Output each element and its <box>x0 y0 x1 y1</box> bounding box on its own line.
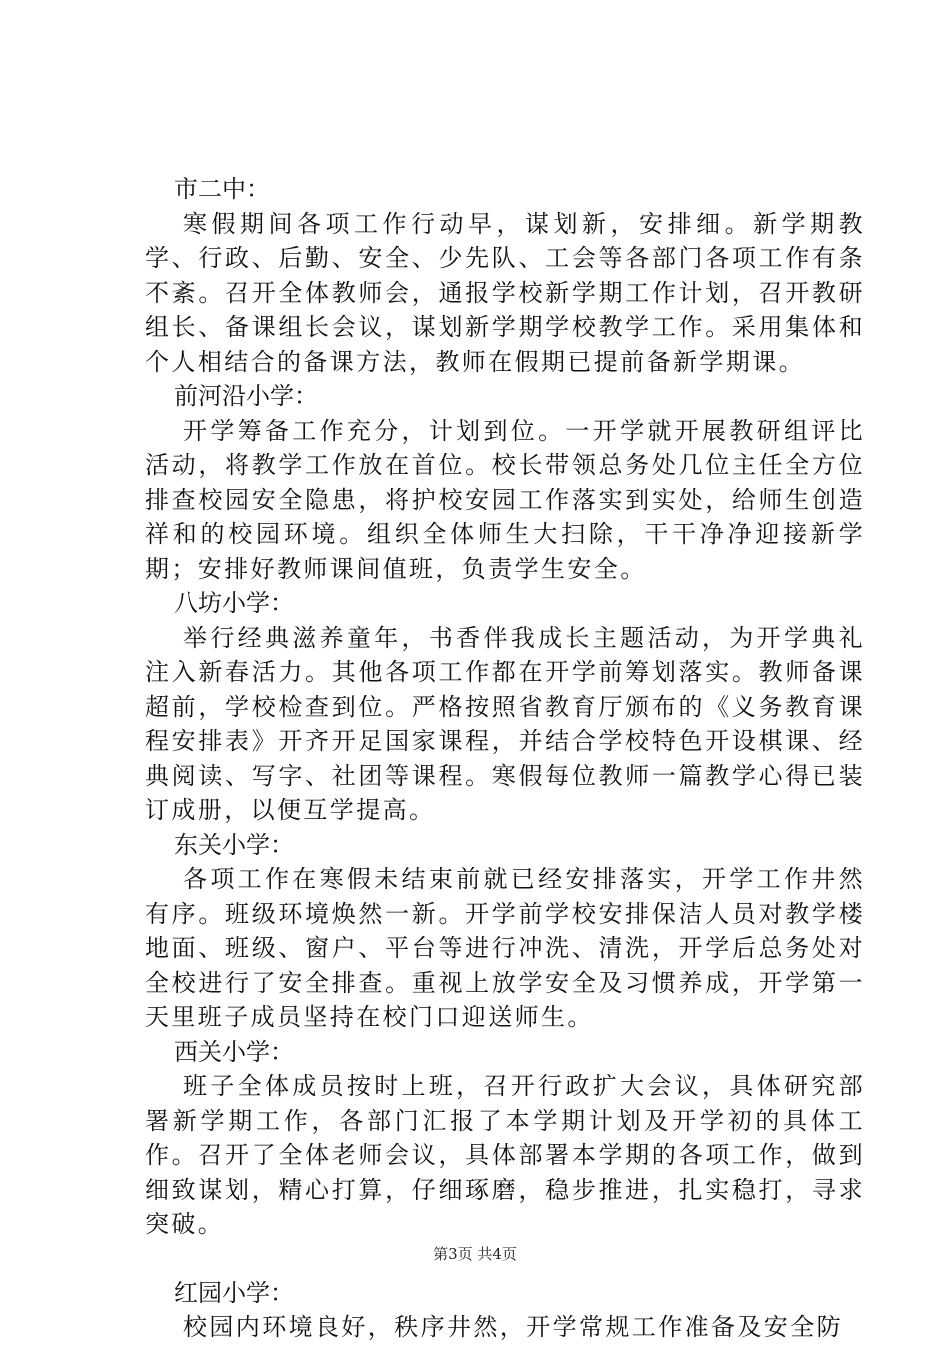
paragraph-hong-yuan: 校园内环境良好，秩序井然，开学常规工作准备及安全防 <box>183 1313 843 1341</box>
school-heading-dong-guan: 东关小学： <box>174 830 294 859</box>
paragraph-dong-guan: 各项工作在寒假未结束前就已经安排落实，开学工作井然有序。班级环境焕然一新。开学前学校安排保洁人员对教学楼地面、班级、窗户、平台等进行冲洗、清洗，开学后总务处对全校进行了安全排查。重视上放学安全及习惯养成，开学第一天里班子成员坚持在校门口迎送师生。 <box>145 865 865 1031</box>
paragraph-qian-he-yan: 开学筹备工作充分，计划到位。一开学就开展教研组评比活动，将教学工作放在首位。校长带领总务处几位主任全方位排查校园安全隐患，将护校安园工作落实到实处，给师生创造祥和的校园环境。组织全体师生大扫除，干干净净迎接新学期；安排好教师课间值班，负责学生安全。 <box>145 416 865 583</box>
school-heading-shi-er-zhong: 市二中： <box>174 175 270 203</box>
school-heading-xi-guan: 西关小学： <box>174 1037 294 1066</box>
paragraph-xi-guan: 班子全体成员按时上班，召开行政扩大会议，具体研究部署新学期工作，各部门汇报了本学期计划及开学初的具体工作。召开了全体老师会议，具体部署本学期的各项工作，做到细致谋划，精心打算，仔细琢磨，稳步推进，扎实稳打，寻求突破。 <box>145 1072 865 1238</box>
paragraph-shi-er-zhong: 寒假期间各项工作行动早，谋划新，安排细。新学期教学、行政、后勤、安全、少先队、工会等各部门各项工作有条不紊。召开全体教师会，通报学校新学期工作计划，召开教研组长、备课组长会议，谋划新学期学校教学工作。采用集体和个人相结合的备课方法，教师在假期已提前备新学期课。 <box>145 209 865 376</box>
school-heading-ba-fang: 八坊小学： <box>174 589 294 617</box>
page-footer: 第3页 共4页 <box>433 1245 517 1263</box>
paragraph-ba-fang: 举行经典滋养童年，书香伴我成长主题活动，为开学典礼注入新春活力。其他各项工作都在开学前筹划落实。教师备课超前，学校检查到位。严格按照省教育厅颁布的《义务教育课程安排表》开齐开足国家课程，并结合学校特色开设棋课、经典阅读、写字、社团等课程。寒假每位教师一篇教学心得已装订成册，以便互学提高。 <box>145 623 865 824</box>
document-body <box>145 172 865 1345</box>
school-heading-qian-he-yan: 前河沿小学： <box>174 382 318 410</box>
school-heading-hong-yuan: 红园小学： <box>174 1278 294 1307</box>
